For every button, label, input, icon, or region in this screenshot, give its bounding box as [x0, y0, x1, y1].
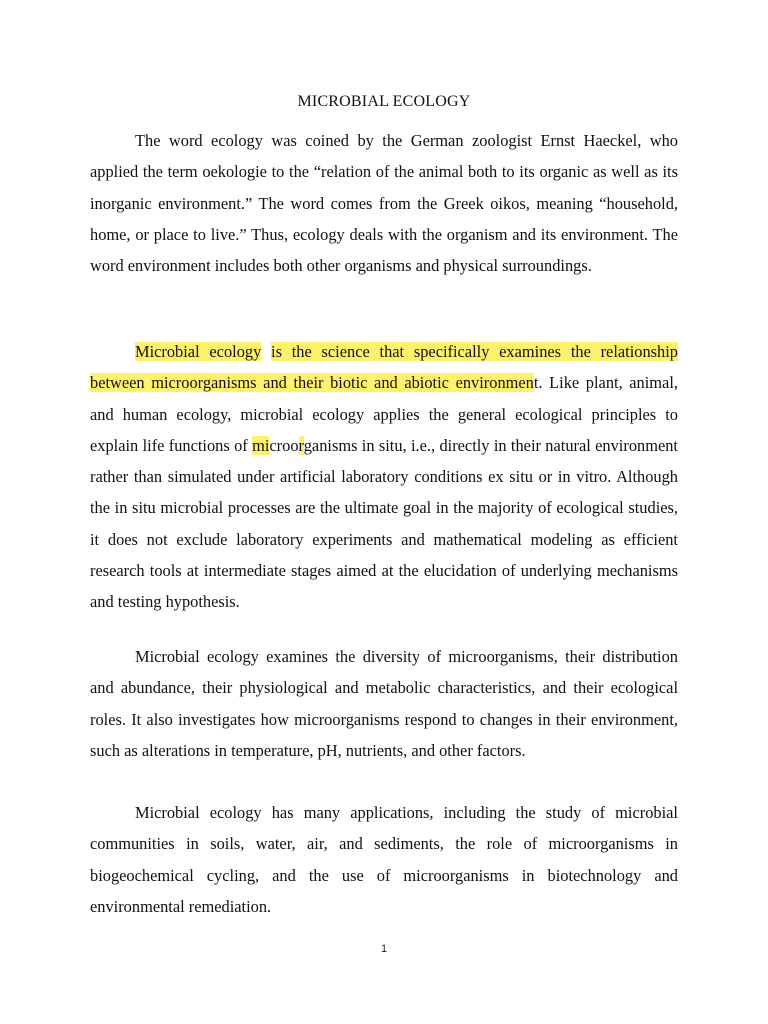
page-number: 1 — [380, 943, 388, 955]
highlighted-text: r — [298, 435, 304, 455]
highlighted-text: Microbial ecology — [135, 342, 262, 361]
paragraph-microbial-ecology-definition — [90, 336, 678, 618]
paragraph-text-segment: t. Like plant, animal, and human ecology, microbial ecology applies the general ecological principles to explain life functions of — [90, 373, 678, 455]
highlighted-text: mi — [252, 435, 270, 455]
highlighted-text: is the science that specifically examines the relationship between microorganisms and their biotic and abiotic environmen — [90, 342, 678, 393]
paragraph-text-segment — [261, 342, 271, 361]
paragraph-applications: Microbial ecology has many applications, including the study of microbial communities in soils, water, air, and sediments, the role of microorganisms in biogeochemical cycling, and the use of microorganisms in biotechnology and environmental remediation. — [90, 803, 678, 916]
paragraph-text-segment: cro — [269, 435, 291, 455]
paragraph-text-segment: ganisms in situ, i.e., directly in their natural environment rather than simulated under artificial laboratory conditions ex situ or in vitro. Although the in situ microbial processes are the ultimate goal in the majority of ecological studies, it does not exclude laboratory experiments and mathematical modeling as efficient research tools at intermediate stages aimed at the elucidation of underlying mechanisms and testing hypothesis. — [90, 435, 678, 612]
paragraph-text-segment: o — [290, 435, 299, 455]
document-title: MICROBIAL ECOLOGY — [297, 93, 471, 110]
paragraph-microbial-diversity: Microbial ecology examines the diversity of microorganisms, their distribution and abundance, their physiological and metabolic characteristics, and their ecological roles. It also investigates how microorganisms respond to changes in their environment, such as alterations in temperature, pH, nutrients, and other factors. — [90, 647, 678, 760]
paragraph-ecology-origin: The word ecology was coined by the German zoologist Ernst Haeckel, who applied the term oekologie to the “relation of the animal both to its organic as well as its inorganic environment.” The word comes from the Greek oikos, meaning “household, home, or place to live.” Thus, ecology deals with the organism and its environment. The word environment includes both other organisms and physical surroundings. — [90, 131, 678, 276]
